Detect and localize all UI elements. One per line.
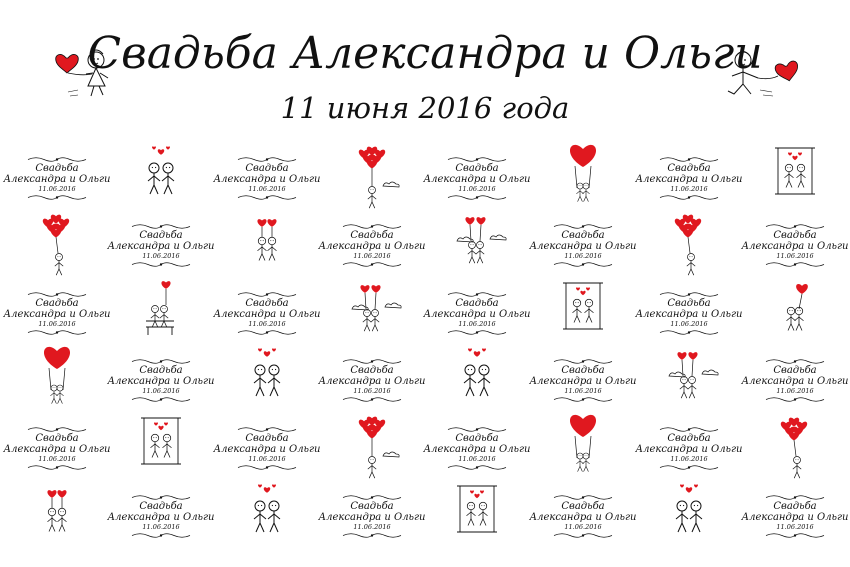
tile-label-date: 11.06.2016 bbox=[142, 251, 180, 260]
tile-label-line2: Александра и Ольги bbox=[318, 240, 426, 252]
tile-label-date: 11.06.2016 bbox=[670, 319, 708, 328]
tile-label bbox=[424, 414, 530, 482]
flourish-bottom-icon bbox=[26, 194, 88, 201]
tile-label-line1: Свадьба bbox=[773, 229, 817, 241]
tile-label bbox=[636, 414, 742, 482]
tile-label-line2: Александра и Ольги bbox=[635, 308, 743, 320]
tile-label bbox=[319, 482, 425, 550]
tile-label-line2: Александра и Ольги bbox=[741, 375, 849, 387]
flourish-top-icon bbox=[236, 291, 298, 298]
flourish-bottom-icon bbox=[658, 329, 720, 336]
tile-label-line1: Свадьба bbox=[139, 500, 183, 512]
tile-label bbox=[424, 144, 530, 212]
flourish-bottom-icon bbox=[552, 396, 614, 403]
tile-illustration bbox=[214, 211, 320, 279]
tile-label-line1: Свадьба bbox=[455, 432, 499, 444]
tile-label-line1: Свадьба bbox=[773, 364, 817, 376]
tile-label-text bbox=[424, 279, 530, 347]
heart-balloon-swing-icon bbox=[530, 414, 636, 482]
tile-label-text bbox=[742, 346, 848, 414]
tile-label bbox=[530, 346, 636, 414]
tile-illustration bbox=[424, 211, 530, 279]
tile-label-line2: Александра и Ольги bbox=[635, 443, 743, 455]
flourish-top-icon bbox=[236, 156, 298, 163]
flourish-top-icon bbox=[658, 426, 720, 433]
tile-illustration bbox=[636, 211, 742, 279]
tile-label-line2: Александра и Ольги bbox=[423, 308, 531, 320]
flourish-bottom-icon bbox=[341, 396, 403, 403]
couple-with-heart-balloons-icon bbox=[636, 346, 742, 414]
tile-illustration bbox=[636, 482, 742, 550]
tile-label-text bbox=[636, 279, 742, 347]
tile-label bbox=[108, 346, 214, 414]
tile-label-line2: Александра и Ольги bbox=[529, 240, 637, 252]
tile-label-line2: Александра и Ольги bbox=[529, 375, 637, 387]
tile-illustration bbox=[214, 346, 320, 414]
tile-label-line2: Александра и Ольги bbox=[107, 375, 215, 387]
couple-with-heart-balloons-icon bbox=[319, 279, 425, 347]
flourish-top-icon bbox=[341, 223, 403, 230]
flourish-bottom-icon bbox=[341, 532, 403, 539]
tile-label-line1: Свадьба bbox=[245, 432, 289, 444]
tile-illustration bbox=[319, 279, 425, 347]
tile-label-line2: Александра и Ольги bbox=[529, 511, 637, 523]
tile-label-date: 11.06.2016 bbox=[38, 319, 76, 328]
heart-balloons-girl-icon bbox=[319, 414, 425, 482]
kissing-couple-icon bbox=[214, 346, 320, 414]
tile-illustration bbox=[530, 414, 636, 482]
tile-illustration bbox=[108, 414, 214, 482]
tile-label-date: 11.06.2016 bbox=[248, 454, 286, 463]
tile-label-line1: Свадьба bbox=[667, 162, 711, 174]
tile-label-text bbox=[319, 211, 425, 279]
flourish-top-icon bbox=[236, 426, 298, 433]
tile-label-text bbox=[530, 482, 636, 550]
flourish-top-icon bbox=[446, 156, 508, 163]
kissing-couple-icon bbox=[636, 482, 742, 550]
tile-label-text bbox=[742, 211, 848, 279]
couple-with-heart-balloons-icon bbox=[424, 211, 530, 279]
tile-label-line2: Александра и Ольги bbox=[213, 443, 321, 455]
tile-illustration bbox=[742, 279, 848, 347]
tile-label-line2: Александра и Ольги bbox=[741, 511, 849, 523]
flourish-bottom-icon bbox=[764, 532, 826, 539]
tile-label-date: 11.06.2016 bbox=[248, 319, 286, 328]
tile-label bbox=[319, 211, 425, 279]
tile-label-line2: Александра и Ольги bbox=[3, 173, 111, 185]
tile-label-date: 11.06.2016 bbox=[248, 184, 286, 193]
heart-balloons-boy-icon bbox=[636, 211, 742, 279]
tile-illustration bbox=[424, 482, 530, 550]
flourish-bottom-icon bbox=[446, 194, 508, 201]
tile-label bbox=[319, 346, 425, 414]
tile-illustration bbox=[530, 144, 636, 212]
tile-label-line2: Александра и Ольги bbox=[318, 375, 426, 387]
tile-label-text bbox=[319, 346, 425, 414]
flourish-bottom-icon bbox=[658, 194, 720, 201]
tile-label-line2: Александра и Ольги bbox=[423, 443, 531, 455]
flourish-bottom-icon bbox=[236, 194, 298, 201]
tile-label-text bbox=[742, 482, 848, 550]
flourish-top-icon bbox=[446, 291, 508, 298]
tile-label-line1: Свадьба bbox=[35, 432, 79, 444]
tile-label bbox=[4, 279, 110, 347]
tile-label-line1: Свадьба bbox=[667, 432, 711, 444]
flourish-bottom-icon bbox=[446, 329, 508, 336]
tile-illustration bbox=[319, 414, 425, 482]
tile-label-date: 11.06.2016 bbox=[564, 251, 602, 260]
tile-label-date: 11.06.2016 bbox=[564, 522, 602, 531]
tile-illustration bbox=[424, 346, 530, 414]
tile-label-date: 11.06.2016 bbox=[38, 184, 76, 193]
heart-balloon-swing-icon bbox=[4, 346, 110, 414]
tile-label bbox=[636, 279, 742, 347]
tile-label-line1: Свадьба bbox=[35, 162, 79, 174]
couple-with-two-hearts-icon bbox=[214, 211, 320, 279]
tile-label-line2: Александра и Ольги bbox=[213, 308, 321, 320]
tile-label-date: 11.06.2016 bbox=[458, 184, 496, 193]
flourish-top-icon bbox=[26, 426, 88, 433]
tile-label bbox=[108, 482, 214, 550]
tile-label-line2: Александра и Ольги bbox=[423, 173, 531, 185]
tile-label-line1: Свадьба bbox=[245, 297, 289, 309]
heart-balloon-swing-icon bbox=[530, 144, 636, 212]
flourish-top-icon bbox=[552, 223, 614, 230]
tile-label bbox=[214, 414, 320, 482]
flourish-top-icon bbox=[130, 358, 192, 365]
tile-label-date: 11.06.2016 bbox=[458, 454, 496, 463]
tile-label-text bbox=[424, 144, 530, 212]
tile-label bbox=[108, 211, 214, 279]
tile-label bbox=[214, 144, 320, 212]
kissing-couple-icon bbox=[424, 346, 530, 414]
tile-label-text bbox=[4, 144, 110, 212]
flourish-bottom-icon bbox=[764, 261, 826, 268]
heart-balloons-boy-icon bbox=[742, 414, 848, 482]
flourish-top-icon bbox=[658, 156, 720, 163]
tile-label-text bbox=[108, 482, 214, 550]
tile-label-line1: Свадьба bbox=[455, 162, 499, 174]
tile-label-line2: Александра и Ольги bbox=[635, 173, 743, 185]
tile-label bbox=[424, 279, 530, 347]
tile-label-line1: Свадьба bbox=[773, 500, 817, 512]
flourish-bottom-icon bbox=[236, 329, 298, 336]
flourish-bottom-icon bbox=[130, 396, 192, 403]
tile-label-line1: Свадьба bbox=[561, 364, 605, 376]
flourish-top-icon bbox=[341, 358, 403, 365]
tile-label-line2: Александра и Ольги bbox=[107, 511, 215, 523]
tile-label-line2: Александра и Ольги bbox=[741, 240, 849, 252]
tile-label-date: 11.06.2016 bbox=[142, 522, 180, 531]
tile-label-date: 11.06.2016 bbox=[353, 251, 391, 260]
heart-balloons-girl-icon bbox=[319, 144, 425, 212]
tile-label-text bbox=[530, 346, 636, 414]
tile-label-date: 11.06.2016 bbox=[38, 454, 76, 463]
tile-label-text bbox=[4, 279, 110, 347]
flourish-top-icon bbox=[341, 494, 403, 501]
flourish-bottom-icon bbox=[130, 532, 192, 539]
tile-illustration bbox=[4, 346, 110, 414]
couple-on-swing-icon bbox=[530, 279, 636, 347]
tile-illustration bbox=[636, 346, 742, 414]
tile-label bbox=[742, 346, 848, 414]
flourish-bottom-icon bbox=[552, 261, 614, 268]
tile-label-line1: Свадьба bbox=[350, 500, 394, 512]
tile-label-line1: Свадьба bbox=[455, 297, 499, 309]
tile-illustration bbox=[108, 144, 214, 212]
couple-on-swing-icon bbox=[108, 414, 214, 482]
tile-label bbox=[4, 414, 110, 482]
tile-label-text bbox=[108, 211, 214, 279]
flourish-top-icon bbox=[26, 291, 88, 298]
tile-label-date: 11.06.2016 bbox=[776, 386, 814, 395]
tile-label-date: 11.06.2016 bbox=[776, 251, 814, 260]
tile-illustration bbox=[214, 482, 320, 550]
tile-label bbox=[530, 482, 636, 550]
flourish-top-icon bbox=[446, 426, 508, 433]
flourish-bottom-icon bbox=[26, 329, 88, 336]
tile-label-line1: Свадьба bbox=[667, 297, 711, 309]
tile-label-line1: Свадьба bbox=[350, 364, 394, 376]
flourish-top-icon bbox=[764, 223, 826, 230]
flourish-bottom-icon bbox=[130, 261, 192, 268]
tile-label-line1: Свадьба bbox=[561, 229, 605, 241]
flourish-top-icon bbox=[26, 156, 88, 163]
flourish-bottom-icon bbox=[236, 464, 298, 471]
couple-on-bench-icon bbox=[108, 279, 214, 347]
tile-label-line1: Свадьба bbox=[245, 162, 289, 174]
tile-label-text bbox=[4, 414, 110, 482]
tile-label-line2: Александра и Ольги bbox=[3, 443, 111, 455]
tile-illustration bbox=[742, 144, 848, 212]
tile-label-date: 11.06.2016 bbox=[776, 522, 814, 531]
flourish-top-icon bbox=[658, 291, 720, 298]
tile-label-date: 11.06.2016 bbox=[458, 319, 496, 328]
page-title: Свадьба Александра и Ольги bbox=[87, 28, 763, 79]
tile-label-text bbox=[636, 144, 742, 212]
tile-label-line1: Свадьба bbox=[561, 500, 605, 512]
tile-label bbox=[742, 211, 848, 279]
flourish-bottom-icon bbox=[764, 396, 826, 403]
flourish-top-icon bbox=[130, 223, 192, 230]
couple-with-two-hearts-icon bbox=[4, 482, 110, 550]
tile-label-date: 11.06.2016 bbox=[353, 386, 391, 395]
tile-label-line1: Свадьба bbox=[35, 297, 79, 309]
tile-label-date: 11.06.2016 bbox=[142, 386, 180, 395]
flourish-top-icon bbox=[764, 358, 826, 365]
tile-label bbox=[214, 279, 320, 347]
flourish-top-icon bbox=[552, 494, 614, 501]
tile-label-line1: Свадьба bbox=[350, 229, 394, 241]
couple-on-swing-icon bbox=[424, 482, 530, 550]
tile-label bbox=[742, 482, 848, 550]
tile-label-line2: Александра и Ольги bbox=[3, 308, 111, 320]
couple-with-heart-balloon-icon bbox=[742, 279, 848, 347]
tile-label-text bbox=[108, 346, 214, 414]
tile-label-line1: Свадьба bbox=[139, 229, 183, 241]
tile-label-text bbox=[214, 144, 320, 212]
tile-label-text bbox=[214, 279, 320, 347]
flourish-bottom-icon bbox=[341, 261, 403, 268]
couple-on-swing-icon bbox=[742, 144, 848, 212]
tile-label-date: 11.06.2016 bbox=[670, 454, 708, 463]
kissing-couple-icon bbox=[108, 144, 214, 212]
tile-label-text bbox=[214, 414, 320, 482]
tile-illustration bbox=[4, 482, 110, 550]
tile-illustration bbox=[319, 144, 425, 212]
flourish-bottom-icon bbox=[446, 464, 508, 471]
tile-label-line2: Александра и Ольги bbox=[213, 173, 321, 185]
tile-label-text bbox=[424, 414, 530, 482]
tile-label-date: 11.06.2016 bbox=[564, 386, 602, 395]
flourish-top-icon bbox=[764, 494, 826, 501]
flourish-bottom-icon bbox=[552, 532, 614, 539]
tile-label bbox=[636, 144, 742, 212]
tile-label-text bbox=[530, 211, 636, 279]
tile-label-text bbox=[319, 482, 425, 550]
tile-label-line2: Александра и Ольги bbox=[107, 240, 215, 252]
flourish-bottom-icon bbox=[26, 464, 88, 471]
page-subtitle: 11 июня 2016 года bbox=[280, 91, 570, 125]
tile-label-line1: Свадьба bbox=[139, 364, 183, 376]
tile-label bbox=[530, 211, 636, 279]
flourish-top-icon bbox=[552, 358, 614, 365]
tile-illustration bbox=[108, 279, 214, 347]
tile-illustration bbox=[742, 414, 848, 482]
tile-illustration bbox=[4, 211, 110, 279]
flourish-top-icon bbox=[130, 494, 192, 501]
tile-label-date: 11.06.2016 bbox=[670, 184, 708, 193]
tile-label-line2: Александра и Ольги bbox=[318, 511, 426, 523]
tile-label bbox=[4, 144, 110, 212]
heart-balloons-boy-icon bbox=[4, 211, 110, 279]
flourish-bottom-icon bbox=[658, 464, 720, 471]
tile-label-date: 11.06.2016 bbox=[353, 522, 391, 531]
tile-illustration bbox=[530, 279, 636, 347]
kissing-couple-icon bbox=[214, 482, 320, 550]
tile-label-text bbox=[636, 414, 742, 482]
